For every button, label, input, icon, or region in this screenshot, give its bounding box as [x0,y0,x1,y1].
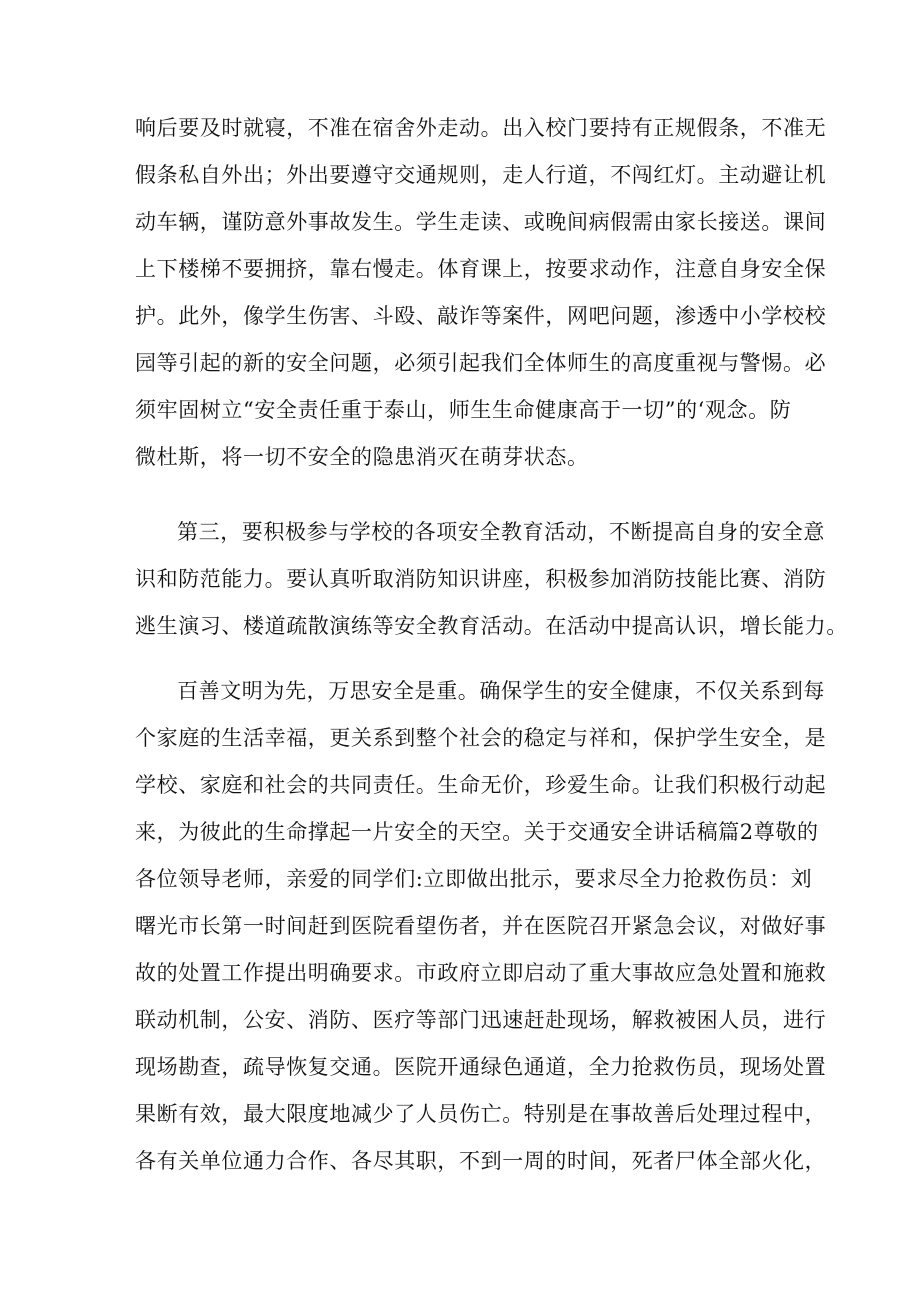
paragraph-3-line-7: 故的处置工作提出明确要求。市政府立即启动了重大事故应急处置和施救 [135,961,827,985]
paragraph-3-line-6: 曙光市长第一时间赶到医院看望伤者，并在医院召开紧急会议，对做好事 [135,914,827,938]
paragraph-3-line-5: 各位领导老师，亲爱的同学们:立即做出批示，要求尽全力抢救伤员：刘 [135,867,813,891]
paragraph-3-line-8: 联动机制，公安、消防、医疗等部门迅速赶赴现场，解救被困人员，进行 [135,1008,827,1032]
paragraph-1-line-7: 须牢固树立“安全责任重于泰山，师生生命健康高于一切”的‘观念。防 [135,398,792,422]
paragraph-3-line-1: 百善文明为先，万思安全是重。确保学生的安全健康，不仅关系到每 [177,679,825,703]
paragraph-1-line-4: 上下楼梯不要拥挤，靠右慢走。体育课上，按要求动作，注意自身安全保 [135,257,827,281]
paragraph-3-line-11: 各有关单位通力合作、各尽其职，不到一周的时间，死者尸体全部火化， [135,1149,827,1173]
paragraph-3-line-2: 个家庭的生活幸福，更关系到整个社会的稳定与祥和，保护学生安全，是 [135,726,827,750]
paragraph-1-line-6: 园等引起的新的安全问题，必须引起我们全体师生的高度重视与警惕。必 [135,351,827,375]
paragraph-3-line-3: 学校、家庭和社会的共同责任。生命无价，珍爱生命。让我们积极行动起 [135,773,827,797]
paragraph-2-line-3: 逃生演习、楼道疏散演练等安全教育活动。在活动中提高认识，增长能力。 [135,614,848,638]
paragraph-1-line-8: 微杜斯，将一切不安全的隐患消灭在萌芽状态。 [135,445,589,469]
paragraph-3-line-9: 现场勘查，疏导恢复交通。医院开通绿色通道，全力抢救伤员，现场处置 [135,1055,827,1079]
paragraph-2-line-2: 识和防范能力。要认真听取消防知识讲座，积极参加消防技能比赛、消防 [135,567,827,591]
paragraph-2-line-1: 第三，要积极参与学校的各项安全教育活动，不断提高自身的安全意 [177,520,825,544]
paragraph-3-line-10: 果断有效，最大限度地减少了人员伤亡。特别是在事故善后处理过程中， [135,1102,827,1126]
paragraph-1-line-5: 护。此外，像学生伤害、斗殴、敲诈等案件，网吧问题，渗透中小学校校 [135,304,827,328]
paragraph-1-line-2: 假条私自外出；外出要遵守交通规则，走人行道，不闯红灯。主动避让机 [135,163,827,187]
paragraph-1-line-1: 响后要及时就寝，不准在宿舍外走动。出入校门要持有正规假条，不准无 [135,116,827,140]
paragraph-3-line-4: 来，为彼此的生命撑起一片安全的天空。关于交通安全讲话稿篇2尊敬的 [135,820,819,844]
paragraph-1-line-3: 动车辆，谨防意外事故发生。学生走读、或晚间病假需由家长接送。课间 [135,210,827,234]
